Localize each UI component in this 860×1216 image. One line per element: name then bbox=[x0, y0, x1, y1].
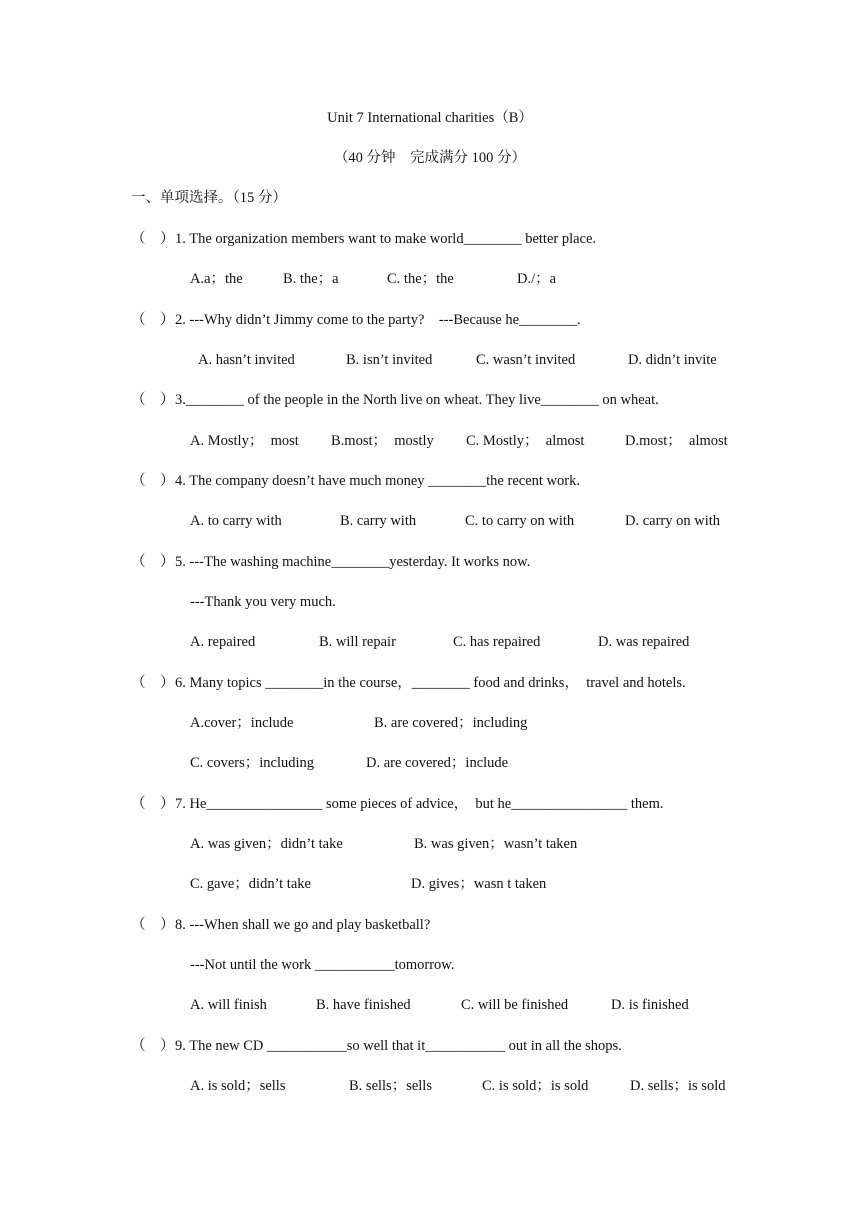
option-c: C. is sold；is sold bbox=[482, 1078, 589, 1094]
option-c: C. has repaired bbox=[453, 634, 541, 650]
option-a: A.cover；include bbox=[190, 715, 294, 731]
option-b: B. are covered；including bbox=[374, 715, 528, 731]
option-c: C. Mostly； almost bbox=[466, 433, 585, 449]
option-b: B. carry with bbox=[340, 513, 417, 529]
option-d: D. sells；is sold bbox=[630, 1078, 726, 1094]
option-d: D. carry on with bbox=[625, 513, 721, 529]
answer-blank: （ ） bbox=[131, 473, 175, 489]
question-reply: ---Not until the work ___________tomorrow. bbox=[190, 957, 455, 973]
option-a: A. is sold；sells bbox=[190, 1078, 286, 1094]
question-stem: 2. ---Why didn’t Jimmy come to the party? ---Because he________. bbox=[175, 312, 581, 328]
option-a: A. hasn’t invited bbox=[198, 352, 295, 368]
question-stem: 9. The new CD ___________so well that it___________ out in all the shops. bbox=[175, 1038, 622, 1054]
question-stem: 6. Many topics ________in the course，________ food and drinks， travel and hotels. bbox=[175, 675, 686, 691]
answer-blank: （ ） bbox=[131, 231, 175, 247]
question-stem: 7. He________________ some pieces of advice， but he________________ them. bbox=[175, 796, 664, 812]
option-c: C. the；the bbox=[387, 271, 454, 287]
option-a: A. to carry with bbox=[190, 513, 282, 529]
option-c: C. wasn’t invited bbox=[476, 352, 576, 368]
answer-blank: （ ） bbox=[131, 796, 175, 812]
option-c: C. to carry on with bbox=[465, 513, 575, 529]
option-d: D./；a bbox=[517, 271, 557, 287]
option-b: B. was given；wasn’t taken bbox=[414, 836, 578, 852]
option-a: A. Mostly； most bbox=[190, 433, 299, 449]
option-b: B.most； mostly bbox=[331, 433, 434, 449]
answer-blank: （ ） bbox=[131, 1038, 175, 1054]
question-stem: 8. ---When shall we go and play basketball? bbox=[175, 917, 431, 933]
question-reply: ---Thank you very much. bbox=[190, 594, 336, 610]
answer-blank: （ ） bbox=[131, 554, 175, 570]
option-c: C. will be finished bbox=[461, 997, 569, 1013]
option-d: D. was repaired bbox=[598, 634, 690, 650]
option-b: B. have finished bbox=[316, 997, 411, 1013]
question-stem: 5. ---The washing machine________yesterday. It works now. bbox=[175, 554, 531, 570]
option-a: A. repaired bbox=[190, 634, 256, 650]
option-b: B. will repair bbox=[319, 634, 396, 650]
option-d: D. gives；wasn t taken bbox=[411, 876, 547, 892]
option-d: D. are covered；include bbox=[366, 755, 509, 771]
option-b: B. isn’t invited bbox=[346, 352, 433, 368]
answer-blank: （ ） bbox=[131, 312, 175, 328]
option-d: D. is finished bbox=[611, 997, 689, 1013]
option-a: A. was given；didn’t take bbox=[190, 836, 343, 852]
option-b: B. the；a bbox=[283, 271, 339, 287]
question-stem: 3.________ of the people in the North live on wheat. They live________ on wheat. bbox=[175, 392, 659, 408]
option-c: C. covers；including bbox=[190, 755, 315, 771]
option-d: D.most； almost bbox=[625, 433, 728, 449]
question-stem: 1. The organization members want to make world________ better place. bbox=[175, 231, 597, 247]
option-d: D. didn’t invite bbox=[628, 352, 717, 368]
option-c: C. gave；didn’t take bbox=[190, 876, 311, 892]
option-a: A.a；the bbox=[190, 271, 243, 287]
page-subtitle: （40 分钟 完成满分 100 分） bbox=[333, 150, 527, 166]
option-b: B. sells；sells bbox=[349, 1078, 432, 1094]
question-stem: 4. The company doesn’t have much money ________the recent work. bbox=[175, 473, 580, 489]
answer-blank: （ ） bbox=[131, 675, 175, 691]
option-a: A. will finish bbox=[190, 997, 267, 1013]
page-title: Unit 7 International charities（B） bbox=[327, 110, 533, 126]
section-heading: 一、单项选择。（15 分） bbox=[131, 190, 287, 206]
answer-blank: （ ） bbox=[131, 917, 175, 933]
answer-blank: （ ） bbox=[131, 392, 175, 408]
